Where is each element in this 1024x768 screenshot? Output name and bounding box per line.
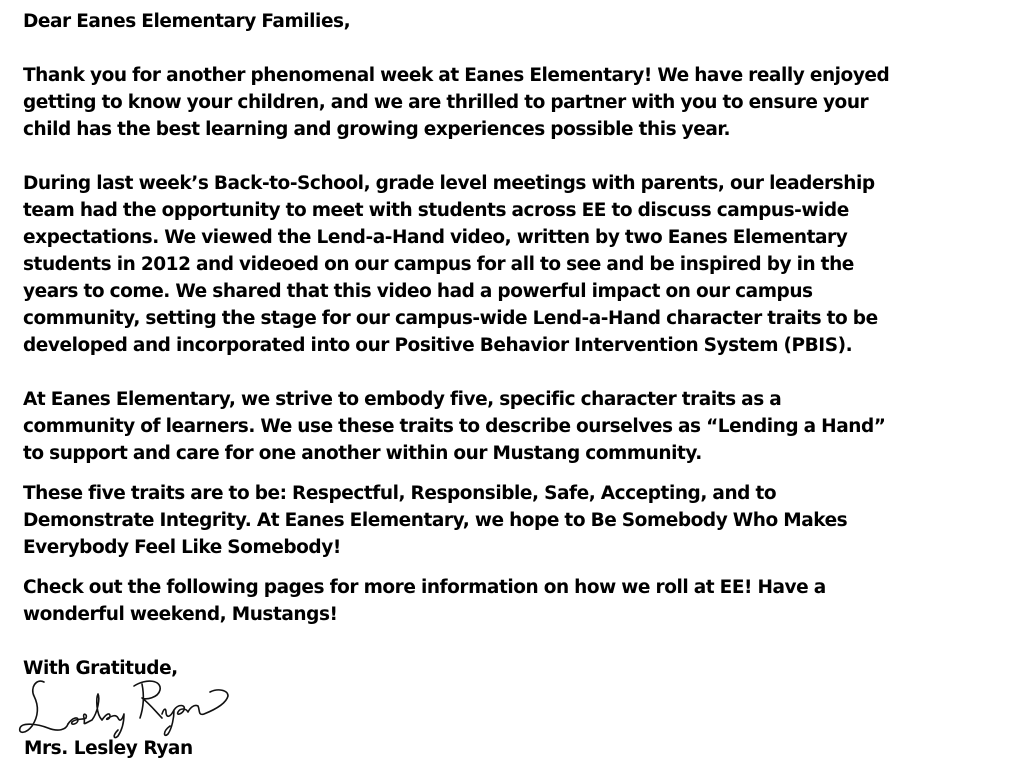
paragraph-line: years to come. We shared that this video had a powerful impact on our campus <box>23 281 813 302</box>
paragraph-spacer <box>23 359 1013 386</box>
paragraph-line: child has the best learning and growing experiences possible this year. <box>23 119 731 140</box>
letter-body <box>23 8 1013 682</box>
paragraph-spacer <box>23 35 1013 62</box>
paragraph-thank-you <box>23 62 1013 143</box>
paragraph-character-traits <box>23 386 1013 467</box>
paragraph-line: At Eanes Elementary, we strive to embody five, specific character traits as a <box>23 389 782 410</box>
paragraph-back-to-school <box>23 170 1013 359</box>
paragraph-spacer <box>23 561 1013 574</box>
paragraph-line: Demonstrate Integrity. At Eanes Elementary, we hope to Be Somebody Who Makes <box>23 510 848 531</box>
paragraph-check-out <box>23 574 1013 628</box>
paragraph-line: expectations. We viewed the Lend-a-Hand video, written by two Eanes Elementary <box>23 227 848 248</box>
paragraph-line: Everybody Feel Like Somebody! <box>23 537 341 558</box>
paragraph-line: team had the opportunity to meet with students across EE to discuss campus-wide <box>23 200 849 221</box>
greeting: Dear Eanes Elementary Families, <box>23 11 351 32</box>
paragraph-line: wonderful weekend, Mustangs! <box>23 604 338 625</box>
paragraph-line: These five traits are to be: Respectful, Responsible, Safe, Accepting, and to <box>23 483 777 504</box>
paragraph-line: During last week’s Back-to-School, grade level meetings with parents, our leadership <box>23 173 875 194</box>
signer-name: Mrs. Lesley Ryan <box>24 738 193 759</box>
handwritten-signature <box>14 674 230 740</box>
paragraph-spacer <box>23 467 1013 480</box>
paragraph-line: community, setting the stage for our campus-wide Lend-a-Hand character traits to be <box>23 308 878 329</box>
paragraph-line: developed and incorporated into our Positive Behavior Intervention System (PBIS). <box>23 335 853 356</box>
paragraph-line: getting to know your children, and we are thrilled to partner with you to ensure your <box>23 92 869 113</box>
paragraph-line: Thank you for another phenomenal week at Eanes Elementary! We have really enjoyed <box>23 65 890 86</box>
paragraph-spacer <box>23 628 1013 655</box>
paragraph-five-traits <box>23 480 1013 561</box>
paragraph-line: community of learners. We use these traits to describe ourselves as “Lending a Hand” <box>23 416 886 437</box>
paragraph-line: students in 2012 and videoed on our campus for all to see and be inspired by in the <box>23 254 854 275</box>
paragraph-spacer <box>23 143 1013 170</box>
paragraph-line: to support and care for one another within our Mustang community. <box>23 443 702 464</box>
paragraph-line: Check out the following pages for more information on how we roll at EE! Have a <box>23 577 826 598</box>
closing: With Gratitude, <box>23 658 178 679</box>
